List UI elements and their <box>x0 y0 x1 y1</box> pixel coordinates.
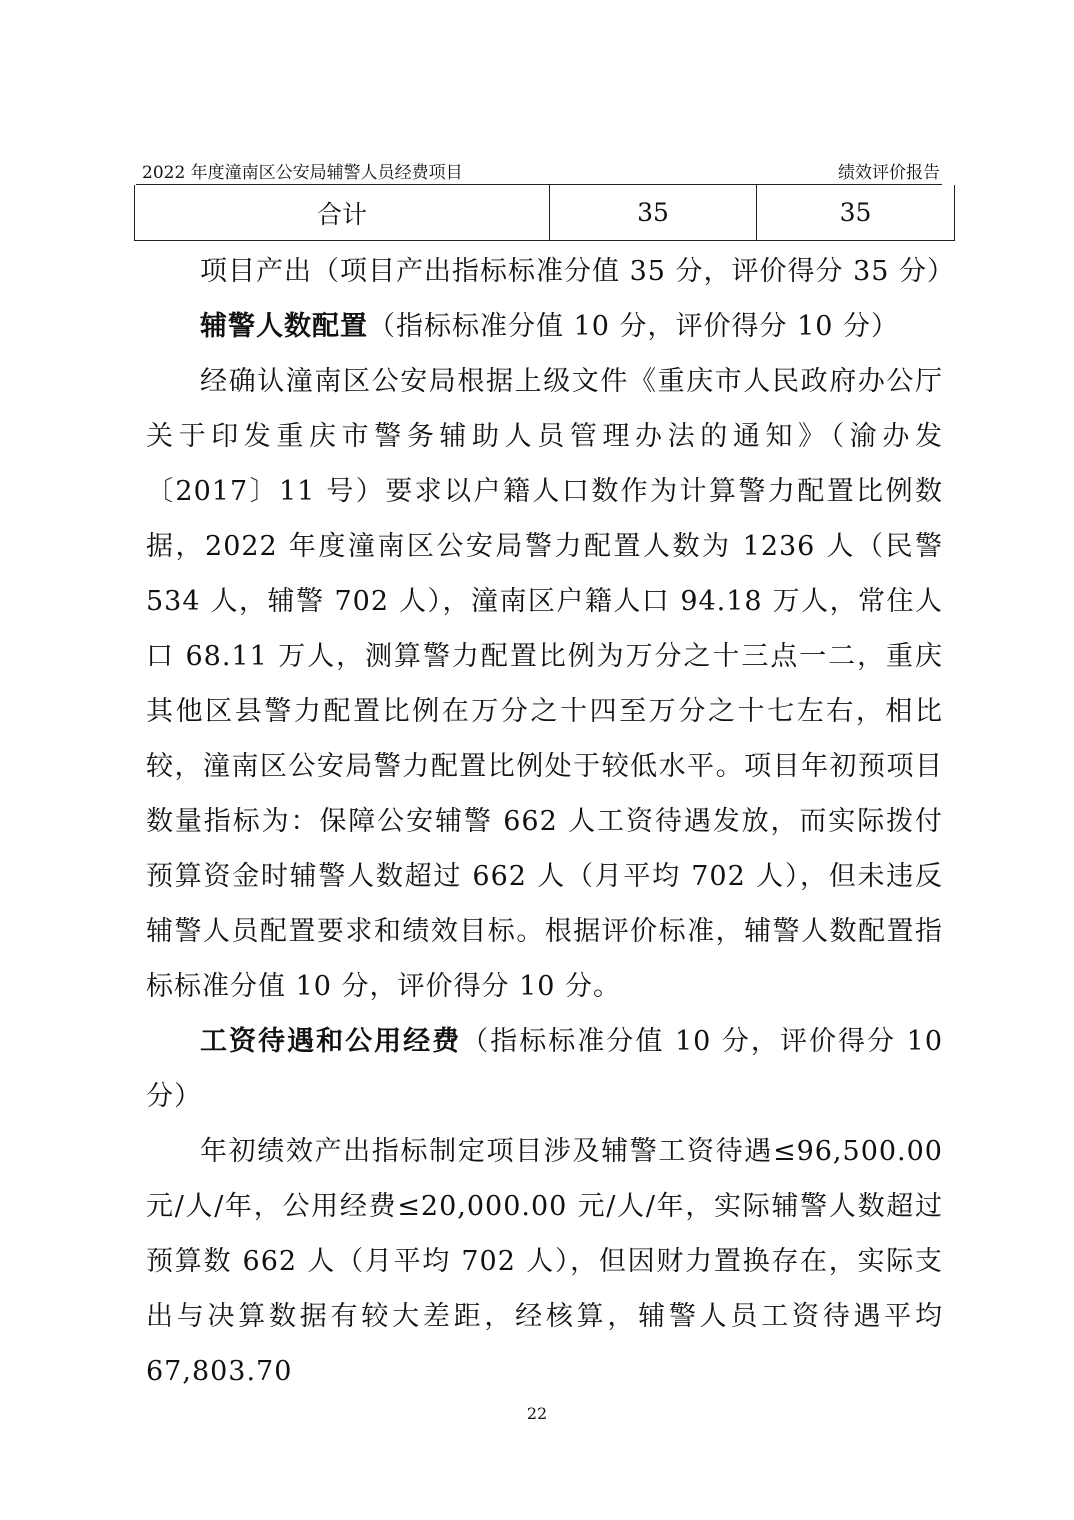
heading-wages: 工资待遇和公用经费 <box>200 1026 462 1057</box>
table-cell-standard: 35 <box>550 185 757 241</box>
page-header <box>136 156 942 185</box>
paragraph-wages-heading <box>146 1014 943 1124</box>
table-row <box>135 185 955 241</box>
heading-staffing-score: （指标标准分值 10 分，评价得分 10 分） <box>368 311 900 342</box>
paragraph-wages-body: 年初绩效产出指标制定项目涉及辅警工资待遇≤96,500.00 元/人/年，公用经费≤20,000.00 元/人/年，实际辅警人数超过预算数 662 人（月平均 702 人），但因财力置换存在，实际支出与决算数据有较大差距，经核算，辅警人员工资待遇平均 67,803.70 <box>146 1136 943 1387</box>
body-text <box>146 244 956 1399</box>
table-cell-label: 合计 <box>135 185 550 241</box>
header-project-title: 2022 年度潼南区公安局辅警人员经费项目 <box>142 163 463 183</box>
paragraph-staffing-heading <box>146 299 943 354</box>
heading-staffing: 辅警人数配置 <box>200 311 368 342</box>
score-table <box>134 185 955 241</box>
page-number: 22 <box>526 1404 548 1423</box>
header-report-title: 绩效评价报告 <box>838 163 940 183</box>
heading-wages-score: （指标标准分值 10 分，评价得分 10 分） <box>146 1026 944 1112</box>
table-cell-score: 35 <box>757 185 955 241</box>
paragraph-staffing-body: 经确认潼南区公安局根据上级文件《重庆市人民政府办公厅关于印发重庆市警务辅助人员管理办法的通知》（渝办发〔2017〕11 号）要求以户籍人口数作为计算警力配置比例数据，2022 年度潼南区公安局警力配置人数为 1236 人（民警 534 人，辅警 702 人），潼南区户籍人口 94.18 万人，常住人口 68.11 万人，测算警力配置比例为万分之十三点一二，重庆其他区县警力配置比例在万分之十四至万分之十七左右，相比较，潼南区公安局警力配置比例处于较低水平。项目年初预项目数量指标为：保障公安辅警 662 人工资待遇发放，而实际拨付预算资金时辅警人数超过 662 人（月平均 702 人），但未违反辅警人员配置要求和绩效目标。根据评价标准，辅警人数配置指标标准分值 10 分，评价得分 10 分。 <box>146 366 943 1002</box>
paragraph-output-summary: 项目产出（项目产出指标标准分值 35 分，评价得分 35 分） <box>200 256 956 287</box>
